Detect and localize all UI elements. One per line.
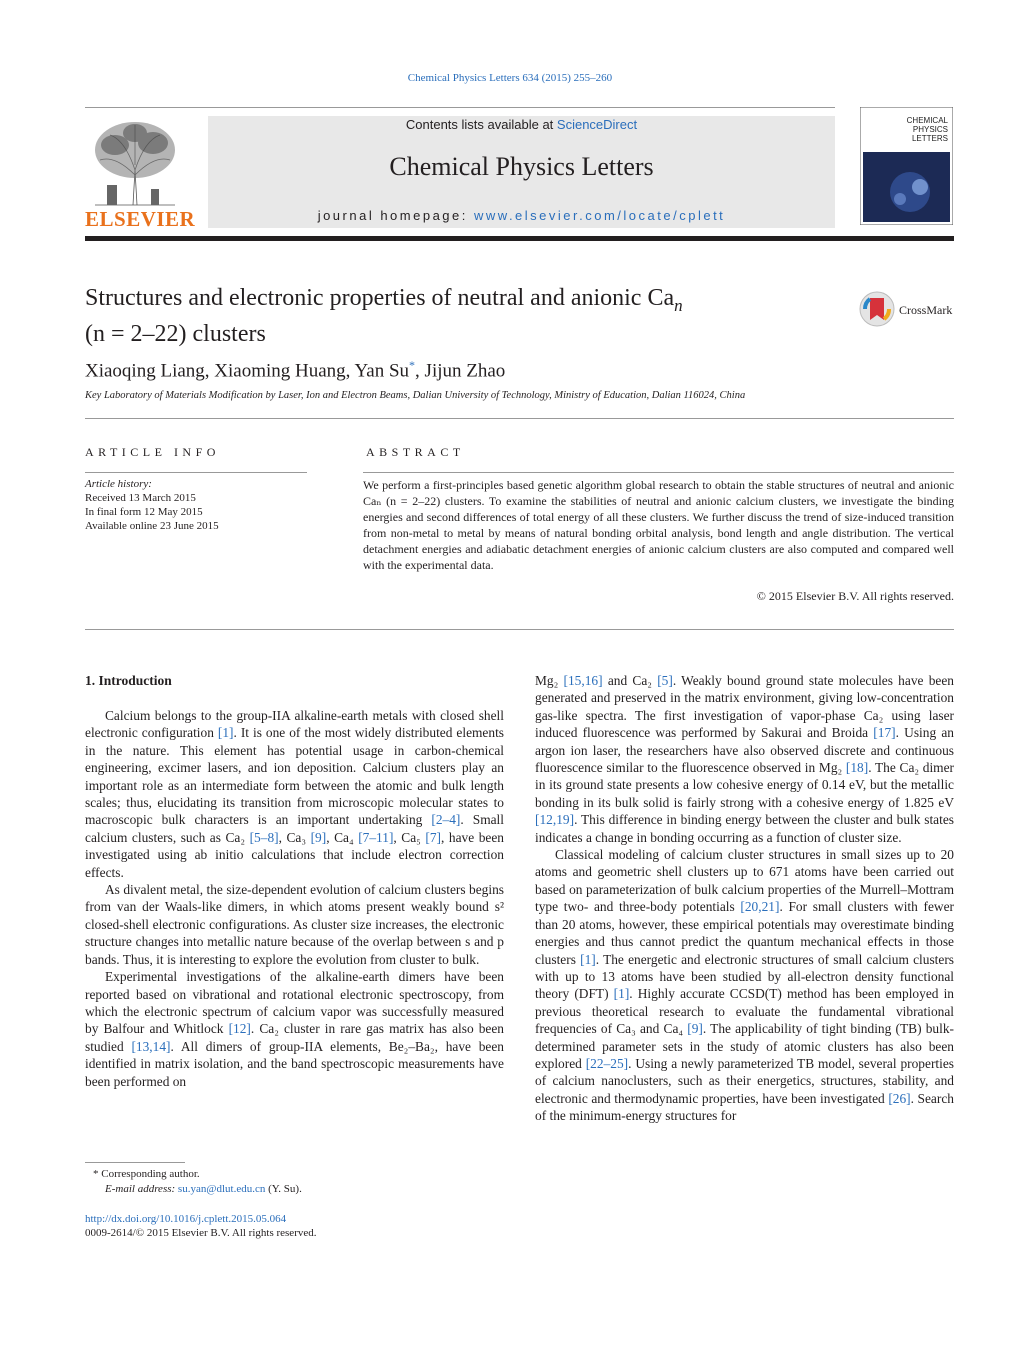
- journal-cover-thumbnail[interactable]: [860, 107, 953, 225]
- citation-link[interactable]: [7–11]: [358, 829, 394, 845]
- doi-block: [85, 1212, 317, 1240]
- footnote-mark: *: [93, 1168, 99, 1180]
- svg-text:PHYSICS: PHYSICS: [912, 125, 948, 134]
- citation-link[interactable]: [7]: [425, 829, 442, 845]
- article-history: [85, 477, 219, 533]
- contents-prefix: Contents lists available at: [405, 117, 557, 132]
- received-date: Received 13 March 2015: [85, 492, 196, 504]
- author-list: [85, 358, 505, 382]
- abstract-rule: [363, 472, 954, 473]
- paragraph: Calcium belongs to the group-IIA alkaline-earth metals with closed shell electronic configuration [1]. It is one of the most widely distributed elements in the nature. This element has potential usage in carbon-chemical engineering, excimer lasers, and ion deposition. Calcium clusters play an important role as an intermediate form between the atomic and bulk length scales; thus, elucidating its transition from microscopic molecular states to macroscopic bulk characters is an important undertaking [2–4]. Small calcium clusters, such as Ca₂ [5–8], Ca₃ [9], Ca₄ [7–11], Ca₅ [7], have been investigated using ab initio calculations that include electron correction effects.: [85, 708, 505, 880]
- citation-link[interactable]: [2–4]: [431, 812, 461, 828]
- final-form-date: In final form 12 May 2015: [85, 506, 203, 518]
- body-column-1: [85, 707, 504, 1090]
- email-suffix: (Y. Su).: [265, 1183, 302, 1195]
- article-info-heading: ARTICLE INFO: [85, 445, 220, 459]
- footnote-rule: [85, 1162, 185, 1163]
- citation-link[interactable]: [5–8]: [249, 829, 279, 845]
- sciencedirect-link[interactable]: ScienceDirect: [556, 117, 638, 132]
- abstract-copyright: © 2015 Elsevier B.V. All rights reserved.: [756, 589, 954, 603]
- online-date: Available online 23 June 2015: [85, 520, 219, 532]
- issn-line: 0009-2614/© 2015 Elsevier B.V. All rights reserved.: [85, 1227, 317, 1239]
- corresponding-mark[interactable]: *: [409, 358, 416, 372]
- citation-link[interactable]: [9]: [310, 829, 327, 845]
- header-thick-rule: [85, 236, 954, 241]
- crossmark-icon: [858, 290, 896, 328]
- journal-citation[interactable]: Chemical Physics Letters 634 (2015) 255–260: [407, 72, 613, 84]
- citation-link[interactable]: [13,14]: [131, 1038, 171, 1054]
- citation-link[interactable]: [15,16]: [563, 673, 603, 688]
- citation-link[interactable]: [12,19]: [535, 812, 575, 828]
- elsevier-wordmark: ELSEVIER: [85, 207, 196, 231]
- article-title: [85, 284, 805, 349]
- citation-link[interactable]: [18]: [845, 760, 869, 776]
- footnote: [85, 1167, 302, 1197]
- citation-link[interactable]: [1]: [217, 725, 234, 741]
- header-divider: [85, 107, 835, 108]
- paragraph: Classical modeling of calcium cluster structures in small sizes up to 20 atoms and geometric shell clusters up to 671 atoms have been carried out based on parameterization of bulk calcium properties of the Murrell–Mottram type two- and three-body potentials [20,21]. For small clusters with fewer than 20 atoms, however, these empirical potentials may overestimate binding energies and thus cannot predict the quantum mechanical effects in those clusters [1]. The energetic and electronic structures of small calcium clusters with up to 13 atoms have been studied by all-electron density functional theory (DFT) [1]. Highly accurate CCSD(T) method has been employed in previous theoretical research to evaluate the fundamental vibrational frequencies of Ca₃ and Ca₄ [9]. The applicability of tight binding (TB) bulk-determined parameter sets in the study of atomic clusters has also been explored [22–25]. Using a newly parameterized TB model, several properties of calcium nanoclusters, such as their energetics, structures, stability, and electronic and thermodynamic properties, have been investigated [26]. Search of the minimum-energy structures for: [535, 847, 954, 1124]
- title-subscript: n: [674, 295, 683, 315]
- svg-text:LETTERS: LETTERS: [911, 134, 948, 143]
- citation-link[interactable]: [26]: [888, 1090, 911, 1106]
- citation-link[interactable]: [12]: [228, 1021, 251, 1037]
- authors-last: , Jijun Zhao: [415, 360, 506, 382]
- svg-text:CHEMICAL: CHEMICAL: [906, 116, 948, 125]
- email-label: E-mail address:: [105, 1183, 178, 1195]
- crossmark-badge[interactable]: [858, 290, 958, 330]
- doi-link[interactable]: http://dx.doi.org/10.1016/j.cplett.2015.05.064: [85, 1213, 287, 1225]
- paragraph: Mg₂ [15,16] and Ca₂ [5]. Weakly bound ground state molecules have been generated and preserved in the matrix environment, giving low-concentration gas-like spectra. The first investigation of vapor-phase Ca₂ using laser induced fluorescence was performed by Sakurai and Broida [17]. Using an argon ion laser, the researchers have also observed discrete and continuous fluorescence similar to the fluorescence observed in Mg₂ [18]. The Ca₂ dimer in its ground state presents a low cohesive energy of 0.14 eV, but the metallic bonding in its bulk solid is fairly strong with a cohesive energy of 1.825 eV [12,19]. This difference in binding energy between the cluster and bulk states indicates a change in bonding occurring as a function of cluster size.: [535, 673, 954, 845]
- abstract-text: We perform a first-principles based genetic algorithm global research to obtain the stable structures of neutral and anionic Caₙ (n = 2–22) clusters. To examine the stabilities of neutral and anionic calcium clusters, we investigate the binding energies and second differences of total energy of all these clusters. We further discuss the trend of size-induced transition from non-metal to metal by means of natural bonding orbital analysis, bond length and angle distribution. The vertical detachment energies and adiabatic detachment energies of anionic calcium clusters are also computed and compared well with the experimental data.: [363, 478, 954, 572]
- citation-link[interactable]: [22–25]: [585, 1055, 629, 1071]
- authors-main: Xiaoqing Liang, Xiaoming Huang, Yan Su: [85, 360, 410, 382]
- history-label: Article history:: [85, 478, 152, 490]
- divider-1: [85, 418, 954, 419]
- citation-link[interactable]: [9]: [687, 1021, 703, 1037]
- body-column-2: [535, 672, 954, 1125]
- divider-2: [85, 629, 954, 630]
- paragraph: Experimental investigations of the alkaline-earth dimers have been reported based on vibrational and rotational electronic spectroscopy, from which the electronic spectrum of calcium vapor was successfully measured by Balfour and Whitlock [12]. Ca₂ cluster in rare gas matrix has also been studied [13,14]. All dimers of group-IIA elements, Be₂–Ba₂, have been identified in matrix isolation, and the band spectroscopic measurements have been performed on: [85, 969, 505, 1089]
- paragraph: As divalent metal, the size-dependent evolution of calcium clusters begins from van der Waals-like dimers, in which atoms present weakly bound s² closed-shell electronic configurations. As cluster size increases, the electronic structure changes into metallic nature because of the overlap between s and p bands. Thus, it is interesting to explore the evolution from cluster to bulk.: [85, 882, 504, 967]
- title-line-1: Structures and electronic properties of neutral and anionic Ca: [85, 285, 675, 311]
- corresponding-footnote: [85, 1167, 302, 1182]
- email-link[interactable]: su.yan@dlut.edu.cn: [177, 1183, 266, 1195]
- email-footnote: [85, 1182, 302, 1197]
- citation-link[interactable]: [17]: [873, 725, 896, 741]
- contents-line: [208, 117, 835, 132]
- citation-link[interactable]: [20,21]: [740, 899, 780, 915]
- title-line-2: (n = 2–22) clusters: [85, 320, 266, 347]
- section-heading: 1. Introduction: [85, 673, 172, 688]
- citation-link[interactable]: [1]: [580, 951, 596, 967]
- crossmark-label: CrossMark: [899, 303, 953, 317]
- corresponding-label: Corresponding author.: [101, 1168, 200, 1180]
- homepage-prefix: journal homepage:: [317, 208, 474, 223]
- affiliation: Key Laboratory of Materials Modification by Laser, Ion and Electron Beams, Dalian University of Technology, Ministry of Education, Dalian 116024, China: [85, 390, 746, 401]
- homepage-link[interactable]: www.elsevier.com/locate/cplett: [474, 208, 726, 223]
- citation-link[interactable]: [5]: [657, 673, 673, 688]
- journal-title: Chemical Physics Letters: [389, 152, 654, 181]
- article-info-rule: [85, 472, 307, 473]
- citation-link[interactable]: [1]: [613, 986, 630, 1002]
- homepage-line: [208, 208, 835, 223]
- abstract-heading: ABSTRACT: [366, 445, 465, 459]
